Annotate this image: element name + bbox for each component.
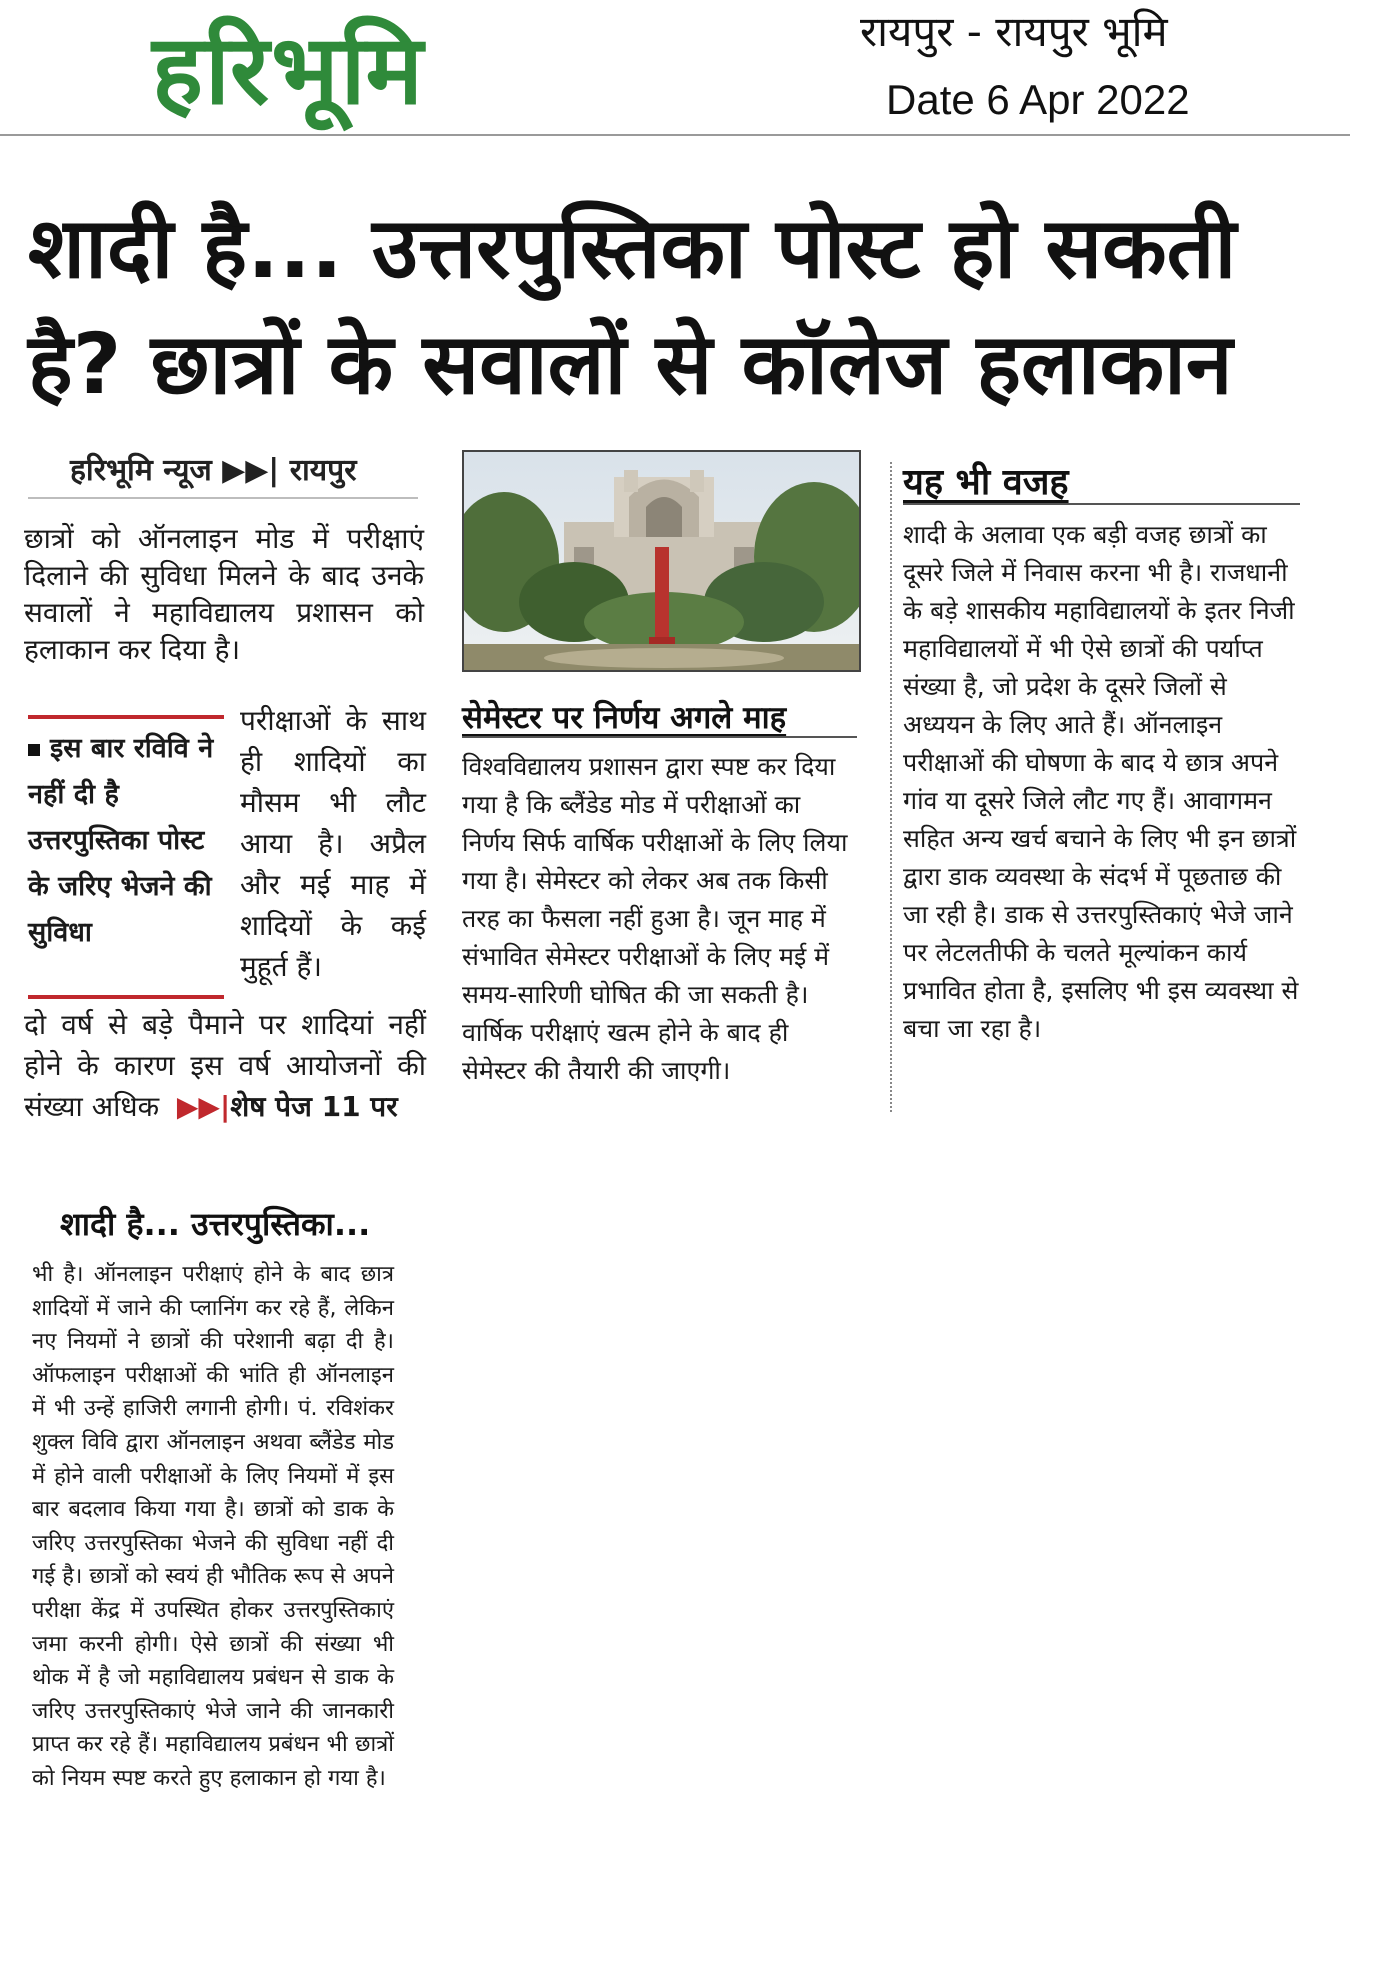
reason-subheading-rule <box>903 503 1300 505</box>
college-building-photo <box>462 450 861 672</box>
edition-label: रायपुर - रायपुर भूमि <box>860 7 1168 56</box>
continuation-paragraph: भी है। ऑनलाइन परीक्षाएं होने के बाद छात्र शादियों में जाने की प्लानिंग कर रहे हैं, लेकिन नए नियमों ने छात्रों की परेशानी बढ़ा दी है। ऑफलाइन परीक्षाओं की भांति ही ऑनलाइन में भी उन्हें हाजिरी लगानी होगी। पं. रविशंकर शुक्ल विवि द्वारा ऑनलाइन अथवा ब्लैंडेड मोड में होने वाली परीक्षाओं के लिए नियमों में इस बार बदलाव किया गया है। छात्रों को डाक के जरिए उत्तरपुस्तिका भेजने की सुविधा नहीं दी गई है। छात्रों को स्वयं ही भौतिक रूप से अपने परीक्षा केंद्र में उपस्थित होकर उत्तरपुस्तिकाएं जमा करनी होगी। ऐसे छात्रों की संख्या भी थोक में है जो महाविद्यालय प्रबंधन से डाक के जरिए उत्तरपुस्तिकाएं भेजे जाने की जानकारी प्राप्त कर रहे हैं। महाविद्यालय प्रबंधन भी छात्रों को नियम स्पष्ट करते हुए हलाकान हो गया है। <box>32 1262 394 1791</box>
pull-quote-text: इस बार रविवि ने नहीं दी है उत्तरपुस्तिका पोस्ट के जरिए भेजने की सुविधा <box>28 733 214 948</box>
masthead-divider <box>0 134 1350 136</box>
continuation-title: शादी है... उत्तरपुस्तिका... <box>60 1205 371 1243</box>
jump-to-page[interactable]: शेष पेज 11 पर <box>230 1090 398 1123</box>
semester-paragraph: विश्वविद्यालय प्रशासन द्वारा स्पष्ट कर दिया गया है कि ब्लैंडेड मोड में परीक्षाओं का निर्णय सिर्फ वार्षिक परीक्षाओं के लिए लिया गया है। सेमेस्टर को लेकर अब तक किसी तरह का फैसला नहीं हुआ है। जून माह में संभावित सेमेस्टर परीक्षाओं के लिए मई में समय-सारिणी घोषित की जा सकती है। वार्षिक परीक्षाएं खत्म होने के बाद ही सेमेस्टर की तैयारी की जाएगी। <box>462 752 848 1085</box>
reason-paragraph: शादी के अलावा एक बड़ी वजह छात्रों का दूसरे जिले में निवास करना भी है। राजधानी के बड़े शासकीय महाविद्यालयों के इतर निजी महाविद्यालयों में भी ऐसे छात्रों की पर्याप्त संख्या है, जो प्रदेश के दूसरे जिलों से अध्ययन के लिए आते हैं। ऑनलाइन परीक्षाओं की घोषणा के बाद ये छात्र अपने गांव या दूसरे जिले लौट गए हैं। आवागमन सहित अन्य खर्च बचाने के लिए भी इन छात्रों द्वारा डाक व्यवस्था के संदर्भ में पूछताछ की जा रही है। डाक से उत्तरपुस्तिकाएं भेजे जाने पर लेटलतीफी के चलते मूल्यांकन कार्य प्रभावित होता है, इसलिए भी इस व्यवस्था से बचा जा रहा है। <box>903 520 1299 1043</box>
intro-paragraph: छात्रों को ऑनलाइन मोड में परीक्षाएं दिलाने की सुविधा मिलने के बाद उनके सवालों ने महाविद्यालय प्रशासन को हलाकान कर दिया है। <box>24 522 424 666</box>
pull-quote-top-rule <box>28 715 224 719</box>
pull-quote-bottom-rule <box>28 995 224 999</box>
continued-text: दो वर्ष से बड़े पैमाने पर शादियां नहीं होने के कारण इस वर्ष आयोजनों की संख्या अधिक <box>24 1008 426 1123</box>
newspaper-logo: हरिभूमि <box>152 14 425 126</box>
semester-subheading-rule <box>462 736 857 738</box>
reason-subheading: यह भी वजह <box>903 462 1069 503</box>
publication-date: Date 6 Apr 2022 <box>886 76 1190 123</box>
continued-paragraph <box>24 1004 426 1127</box>
column-divider <box>890 462 892 1112</box>
side-paragraph: परीक्षाओं के साथ ही शादियों का मौसम भी लौट आया है। अप्रैल और मई माह में शादियों के कई मुहूर्त हैं। <box>240 704 426 983</box>
bullet-square-icon <box>28 744 40 756</box>
byline: हरिभूमि न्यूज ▶▶| रायपुर <box>70 453 357 488</box>
pull-quote <box>28 726 228 956</box>
semester-subheading: सेमेस्टर पर निर्णय अगले माह <box>462 700 787 736</box>
byline-divider <box>28 497 418 499</box>
article-headline: शादी है... उत्तरपुस्तिका पोस्ट हो सकती है? छात्रों के सवालों से कॉलेज हलाकान <box>28 199 1237 413</box>
jump-arrow-icon: ▶▶| <box>176 1090 231 1123</box>
